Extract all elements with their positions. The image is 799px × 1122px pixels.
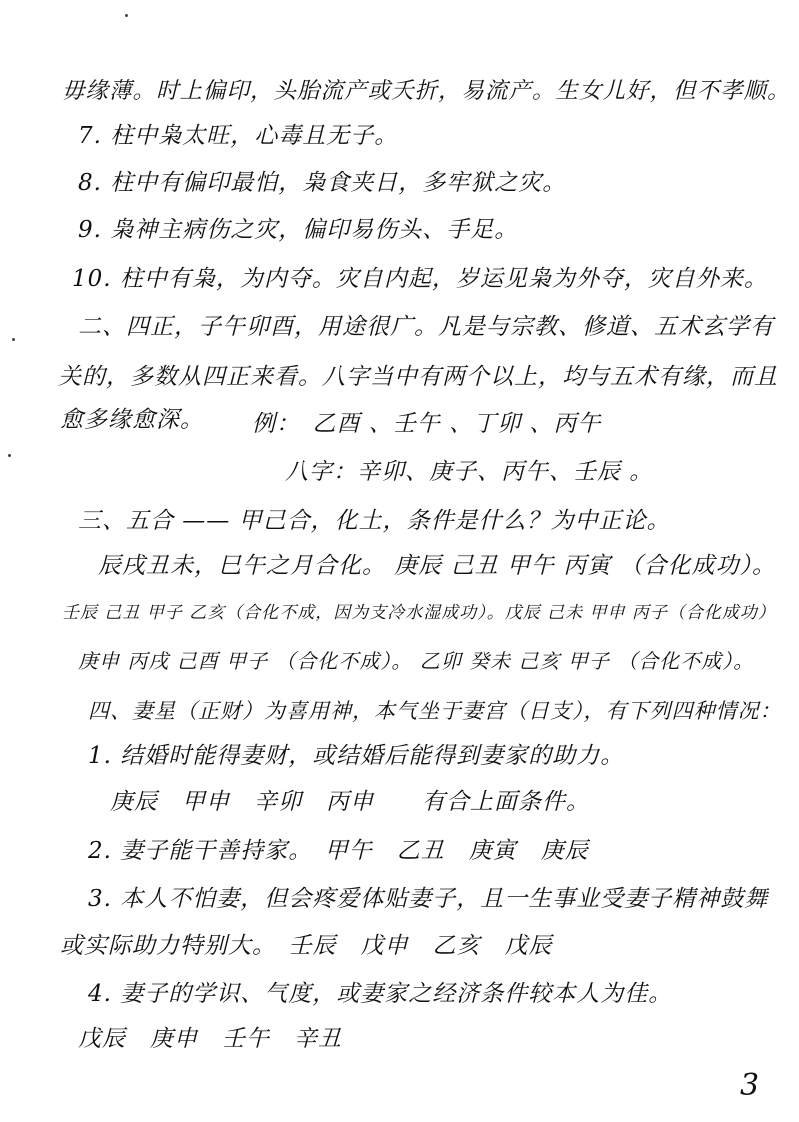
text-line-10: 八字：辛卯、庚子、丙午、壬辰 。 (285, 459, 654, 485)
text-line-3: 8. 柱中有偏印最怕，枭食夹日，多牢狱之灾。 (78, 170, 567, 196)
text-line-21: 4. 妻子的学识、气度，或妻家之经济条件较本人为佳。 (88, 981, 673, 1007)
scan-speck (8, 454, 11, 457)
text-line-4: 9. 枭神主病伤之灾，偏印易伤头、手足。 (78, 217, 519, 243)
text-line-1: 毋缘薄。时上偏印，头胎流产或夭折，易流产。生女儿好，但不孝顺。 (62, 78, 791, 104)
text-line-9: 例： 乙酉 、壬午 、丁卯 、丙午 (252, 411, 602, 437)
scan-speck (12, 338, 15, 341)
text-line-8: 愈多缘愈深。 (60, 407, 204, 433)
text-line-6: 二、四正，子午卯酉，用途很广。凡是与宗教、修道、五术玄学有 (78, 314, 774, 340)
text-line-11: 三、五合 —— 甲己合，化土，条件是什么？为中正论。 (78, 508, 671, 534)
text-line-18: 2. 妻子能干善持家。 甲午 乙丑 庚寅 庚辰 (88, 838, 589, 864)
text-line-7: 关的，多数从四正来看。八字当中有两个以上，均与五术有缘，而且 (58, 364, 778, 390)
text-line-14: 庚申 丙戌 己酉 甲子 （合化不成）。 乙卯 癸未 己亥 甲子 （合化不成）。 (78, 649, 755, 673)
scan-speck (125, 14, 128, 17)
text-line-15: 四、妻星（正财）为喜用神，本气坐于妻宫（日支），有下列四种情况： (88, 699, 782, 723)
text-line-12: 辰戌丑未，巳午之月合化。 庚辰 己丑 甲午 丙寅 （合化成功）。 (98, 553, 777, 579)
text-line-16: 1. 结婚时能得妻财，或结婚后能得到妻家的助力。 (88, 743, 625, 769)
text-line-19: 3. 本人不怕妻，但会疼爱体贴妻子，且一生事业受妻子精神鼓舞 (88, 886, 769, 912)
text-line-22: 戊辰 庚申 壬午 辛丑 (78, 1026, 342, 1052)
text-line-5: 10. 柱中有枭，为内夺。灾自内起，岁运见枭为外夺，灾自外来。 (72, 266, 768, 292)
text-line-13: 壬辰 己丑 甲子 乙亥（合化不成，因为支冷水湿成功）。戊辰 己未 甲申 丙子（合化成功） (62, 603, 776, 623)
text-line-20: 或实际助力特别大。 壬辰 戊申 乙亥 戊辰 (60, 933, 553, 959)
page-number: 3 (740, 1068, 760, 1103)
text-line-17: 庚辰 甲申 辛卯 丙申 有合上面条件。 (110, 789, 590, 815)
text-line-2: 7. 柱中枭太旺，心毒且无子。 (78, 123, 399, 149)
